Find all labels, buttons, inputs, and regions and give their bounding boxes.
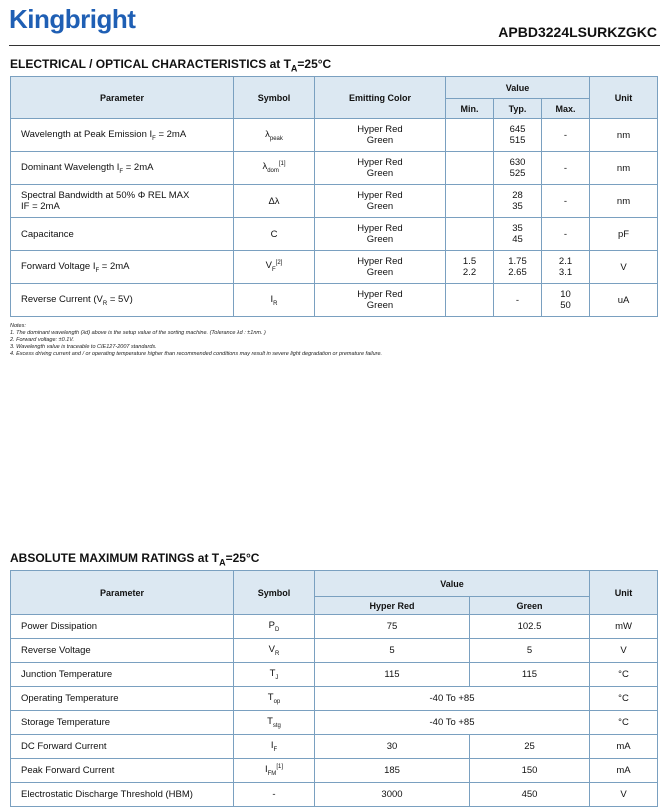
symbol-cell — [234, 639, 315, 663]
amr-header-red: Hyper Red — [315, 597, 470, 615]
cell-line: 45 — [512, 234, 523, 245]
parameter-cell — [11, 284, 234, 317]
cell-line: - — [563, 228, 568, 240]
symbol-subscript: op — [273, 698, 281, 705]
min-cell — [446, 218, 494, 251]
brand-logo: Kingbright — [9, 4, 136, 34]
eo-header-unit: Unit — [590, 77, 658, 119]
symbol-subscript: dom — [267, 168, 279, 175]
min-cell — [446, 152, 494, 185]
parameter-text-post: = 2mA — [99, 260, 130, 272]
hyper-red-cell: 3000 — [315, 783, 470, 807]
unit-cell: °C — [590, 663, 658, 687]
table-row — [11, 783, 658, 807]
table-row — [11, 218, 658, 251]
min-cell — [446, 284, 494, 317]
table-row — [11, 759, 658, 783]
unit-cell: pF — [590, 218, 658, 251]
cell-line: Hyper Red — [357, 190, 403, 201]
cell-line: 2.1 — [558, 256, 573, 267]
parameter-line-2: IF = 2mA — [21, 201, 60, 212]
parameter-cell — [11, 152, 234, 185]
symbol-subscript: F — [273, 746, 278, 753]
eo-section-title: ELECTRICAL / OPTICAL CHARACTERISTICS at $T_A=25^\circ C$ — [10, 57, 332, 74]
parameter-line — [21, 229, 229, 240]
color-cell — [315, 284, 446, 317]
green-cell: 150 — [470, 759, 590, 783]
table-row — [11, 615, 658, 639]
eo-header-symbol: Symbol — [234, 77, 315, 119]
eo-header-color: Emitting Color — [315, 77, 446, 119]
symbol-base: I — [270, 293, 274, 305]
parameter-subscript: F — [119, 168, 124, 175]
symbol-cell — [234, 218, 315, 251]
cell-line: 50 — [560, 300, 571, 311]
parameter-cell: Junction Temperature — [11, 663, 234, 687]
table-row — [11, 152, 658, 185]
typ-cell — [494, 218, 542, 251]
symbol-cell — [234, 735, 315, 759]
cell-line: 2.2 — [462, 267, 477, 278]
table-row — [11, 251, 658, 284]
symbol-base: V — [265, 260, 272, 272]
cell-line: 35 — [512, 201, 523, 212]
unit-cell: °C — [590, 687, 658, 711]
value-merged-cell: -40 To +85 — [315, 687, 590, 711]
parameter-cell: Power Dissipation — [11, 615, 234, 639]
unit-cell: mW — [590, 615, 658, 639]
cell-line: Green — [366, 267, 394, 278]
min-cell — [446, 119, 494, 152]
cell-line: 28 — [512, 190, 523, 201]
eo-header-max: Max. — [542, 99, 590, 119]
parameter-text-post: = 2mA — [155, 128, 187, 140]
symbol-base: I — [270, 740, 274, 752]
amr-header-parameter: Parameter — [11, 571, 234, 615]
symbol-subscript: R — [275, 650, 280, 657]
value-merged-cell: -40 To +85 — [315, 711, 590, 735]
cell-line: 515 — [509, 135, 526, 146]
color-cell — [315, 152, 446, 185]
eo-table — [10, 76, 658, 317]
cell-line: Green — [366, 300, 394, 311]
symbol-base: C — [270, 228, 278, 240]
symbol-subscript: J — [275, 674, 279, 681]
parameter-cell — [11, 185, 234, 218]
max-cell — [542, 284, 590, 317]
min-cell — [446, 251, 494, 284]
parameter-subscript: F — [95, 267, 100, 274]
symbol-base: T — [269, 668, 276, 680]
symbol-base: T — [267, 692, 274, 704]
parameter-line — [21, 129, 229, 142]
cell-line: - — [563, 195, 568, 207]
typ-cell — [494, 251, 542, 284]
table-row — [11, 687, 658, 711]
cell-line: Green — [366, 234, 394, 245]
parameter-cell — [11, 119, 234, 152]
symbol-cell — [234, 119, 315, 152]
amr-header-symbol: Symbol — [234, 571, 315, 615]
note-line: 1. The dominant wavelength (λd) above is the setup value of the sorting machine. (Tolerance λd : ±1nm. ) — [10, 330, 266, 336]
note-line: 4. Excess driving current and / or operating temperature higher than recommended conditions may result in severe light degradation or premature failure. — [10, 351, 383, 357]
hyper-red-cell: 30 — [315, 735, 470, 759]
cell-line: 645 — [509, 124, 526, 135]
amr-table — [10, 570, 658, 807]
typ-cell — [494, 119, 542, 152]
amr-section-title: ABSOLUTE MAXIMUM RATINGS at $T_A=25^\circ C$ — [10, 551, 260, 568]
max-cell — [542, 119, 590, 152]
cell-line: 1.5 — [462, 256, 477, 267]
min-cell — [446, 185, 494, 218]
symbol-base: λ — [265, 128, 270, 140]
cell-line: Hyper Red — [357, 124, 403, 135]
eo-header-parameter: Parameter — [11, 77, 234, 119]
symbol-base: - — [272, 789, 276, 800]
symbol-subscript: R — [273, 300, 278, 307]
parameter-subscript: R — [102, 300, 108, 307]
parameter-subscript: F — [152, 135, 156, 142]
cell-line: 35 — [512, 223, 523, 234]
cell-line: - — [563, 162, 568, 174]
green-cell: 5 — [470, 639, 590, 663]
symbol-base: I — [265, 764, 268, 776]
eo-header-min: Min. — [446, 99, 494, 119]
cell-line: Green — [366, 168, 394, 179]
unit-cell: V — [590, 783, 658, 807]
note-line: Notes: — [10, 323, 26, 329]
cell-line: 525 — [509, 168, 526, 179]
parameter-line — [21, 261, 229, 274]
unit-cell: nm — [590, 119, 658, 152]
unit-cell: mA — [590, 735, 658, 759]
table-row — [11, 119, 658, 152]
cell-line: 10 — [560, 289, 571, 300]
symbol-base: P — [268, 620, 275, 632]
symbol-superscript: [1] — [278, 161, 286, 168]
unit-cell: nm — [590, 152, 658, 185]
symbol-cell — [234, 759, 315, 783]
symbol-cell — [234, 687, 315, 711]
color-cell — [315, 185, 446, 218]
cell-line: Hyper Red — [357, 289, 403, 300]
symbol-base: λ — [262, 161, 268, 173]
parameter-line — [21, 294, 229, 307]
eo-notes — [10, 323, 382, 358]
symbol-superscript: [1] — [276, 763, 283, 770]
parameter-cell: Peak Forward Current — [11, 759, 234, 783]
green-cell: 115 — [470, 663, 590, 687]
symbol-subscript: peak — [269, 135, 283, 142]
green-cell: 450 — [470, 783, 590, 807]
parameter-text: Forward Voltage I — [21, 260, 96, 272]
parameter-cell: DC Forward Current — [11, 735, 234, 759]
cell-line: 630 — [509, 157, 526, 168]
symbol-base: V — [268, 644, 275, 656]
table-row — [11, 663, 658, 687]
amr-header-unit: Unit — [590, 571, 658, 615]
symbol-cell — [234, 783, 315, 807]
eo-header-value: Value — [446, 77, 590, 99]
symbol-base: T — [267, 716, 273, 728]
parameter-text: Spectral Bandwidth at 50% Φ REL MAX — [21, 190, 190, 201]
symbol-cell — [234, 251, 315, 284]
parameter-cell: Reverse Voltage — [11, 639, 234, 663]
part-number: APBD3224LSURKZGKC — [498, 24, 657, 40]
header-divider — [9, 45, 660, 46]
parameter-cell — [11, 251, 234, 284]
parameter-cell: Operating Temperature — [11, 687, 234, 711]
parameter-text: Dominant Wavelength I — [21, 161, 120, 173]
cell-line: Hyper Red — [357, 223, 403, 234]
parameter-cell: Storage Temperature — [11, 711, 234, 735]
max-cell — [542, 218, 590, 251]
max-cell — [542, 152, 590, 185]
table-row — [11, 735, 658, 759]
green-cell: 25 — [470, 735, 590, 759]
table-row — [11, 185, 658, 218]
hyper-red-cell: 75 — [315, 615, 470, 639]
max-cell — [542, 185, 590, 218]
eo-header-typ: Typ. — [494, 99, 542, 119]
cell-line: Green — [366, 201, 394, 212]
symbol-subscript: FM — [267, 771, 277, 778]
hyper-red-cell: 5 — [315, 639, 470, 663]
symbol-subscript: F — [272, 267, 276, 274]
color-cell — [315, 119, 446, 152]
cell-line: Hyper Red — [357, 157, 403, 168]
table-row — [11, 284, 658, 317]
parameter-text-post: = 5V) — [107, 293, 133, 305]
symbol-base: Δλ — [268, 195, 280, 207]
parameter-text: Wavelength at Peak Emission I — [21, 128, 153, 140]
cell-line: 2.65 — [508, 267, 527, 278]
symbol-superscript: [2] — [275, 260, 283, 267]
cell-line: Hyper Red — [357, 256, 403, 267]
symbol-cell — [234, 185, 315, 218]
table-row — [11, 711, 658, 735]
unit-cell: °C — [590, 711, 658, 735]
cell-line: - — [563, 129, 568, 141]
symbol-cell — [234, 615, 315, 639]
symbol-cell — [234, 152, 315, 185]
note-line: 3. Wavelength value is traceable to CIE127-2007 standards. — [10, 344, 157, 350]
typ-cell — [494, 284, 542, 317]
parameter-cell — [11, 218, 234, 251]
cell-line: Green — [366, 135, 394, 146]
cell-line: 1.75 — [508, 256, 527, 267]
typ-cell — [494, 185, 542, 218]
typ-cell — [494, 152, 542, 185]
green-cell: 102.5 — [470, 615, 590, 639]
amr-header-value: Value — [315, 571, 590, 597]
parameter-text: Reverse Current (V — [21, 293, 103, 305]
symbol-cell — [234, 663, 315, 687]
parameter-line — [21, 162, 229, 175]
parameter-text-post: = 2mA — [123, 161, 154, 173]
amr-header-green: Green — [470, 597, 590, 615]
unit-cell: V — [590, 251, 658, 284]
parameter-text: Capacitance — [21, 228, 74, 240]
color-cell — [315, 251, 446, 284]
color-cell — [315, 218, 446, 251]
table-row — [11, 639, 658, 663]
symbol-subscript: stg — [272, 722, 281, 729]
note-line: 2. Forward voltage: ±0.1V. — [10, 337, 75, 343]
parameter-cell: Electrostatic Discharge Threshold (HBM) — [11, 783, 234, 807]
hyper-red-cell: 115 — [315, 663, 470, 687]
unit-cell: V — [590, 639, 658, 663]
cell-line: 3.1 — [558, 267, 573, 278]
parameter-line — [21, 190, 229, 201]
unit-cell: nm — [590, 185, 658, 218]
symbol-cell — [234, 711, 315, 735]
hyper-red-cell: 185 — [315, 759, 470, 783]
symbol-subscript: D — [275, 626, 280, 633]
unit-cell: uA — [590, 284, 658, 317]
symbol-cell — [234, 284, 315, 317]
max-cell — [542, 251, 590, 284]
unit-cell: mA — [590, 759, 658, 783]
cell-line: - — [515, 294, 520, 306]
